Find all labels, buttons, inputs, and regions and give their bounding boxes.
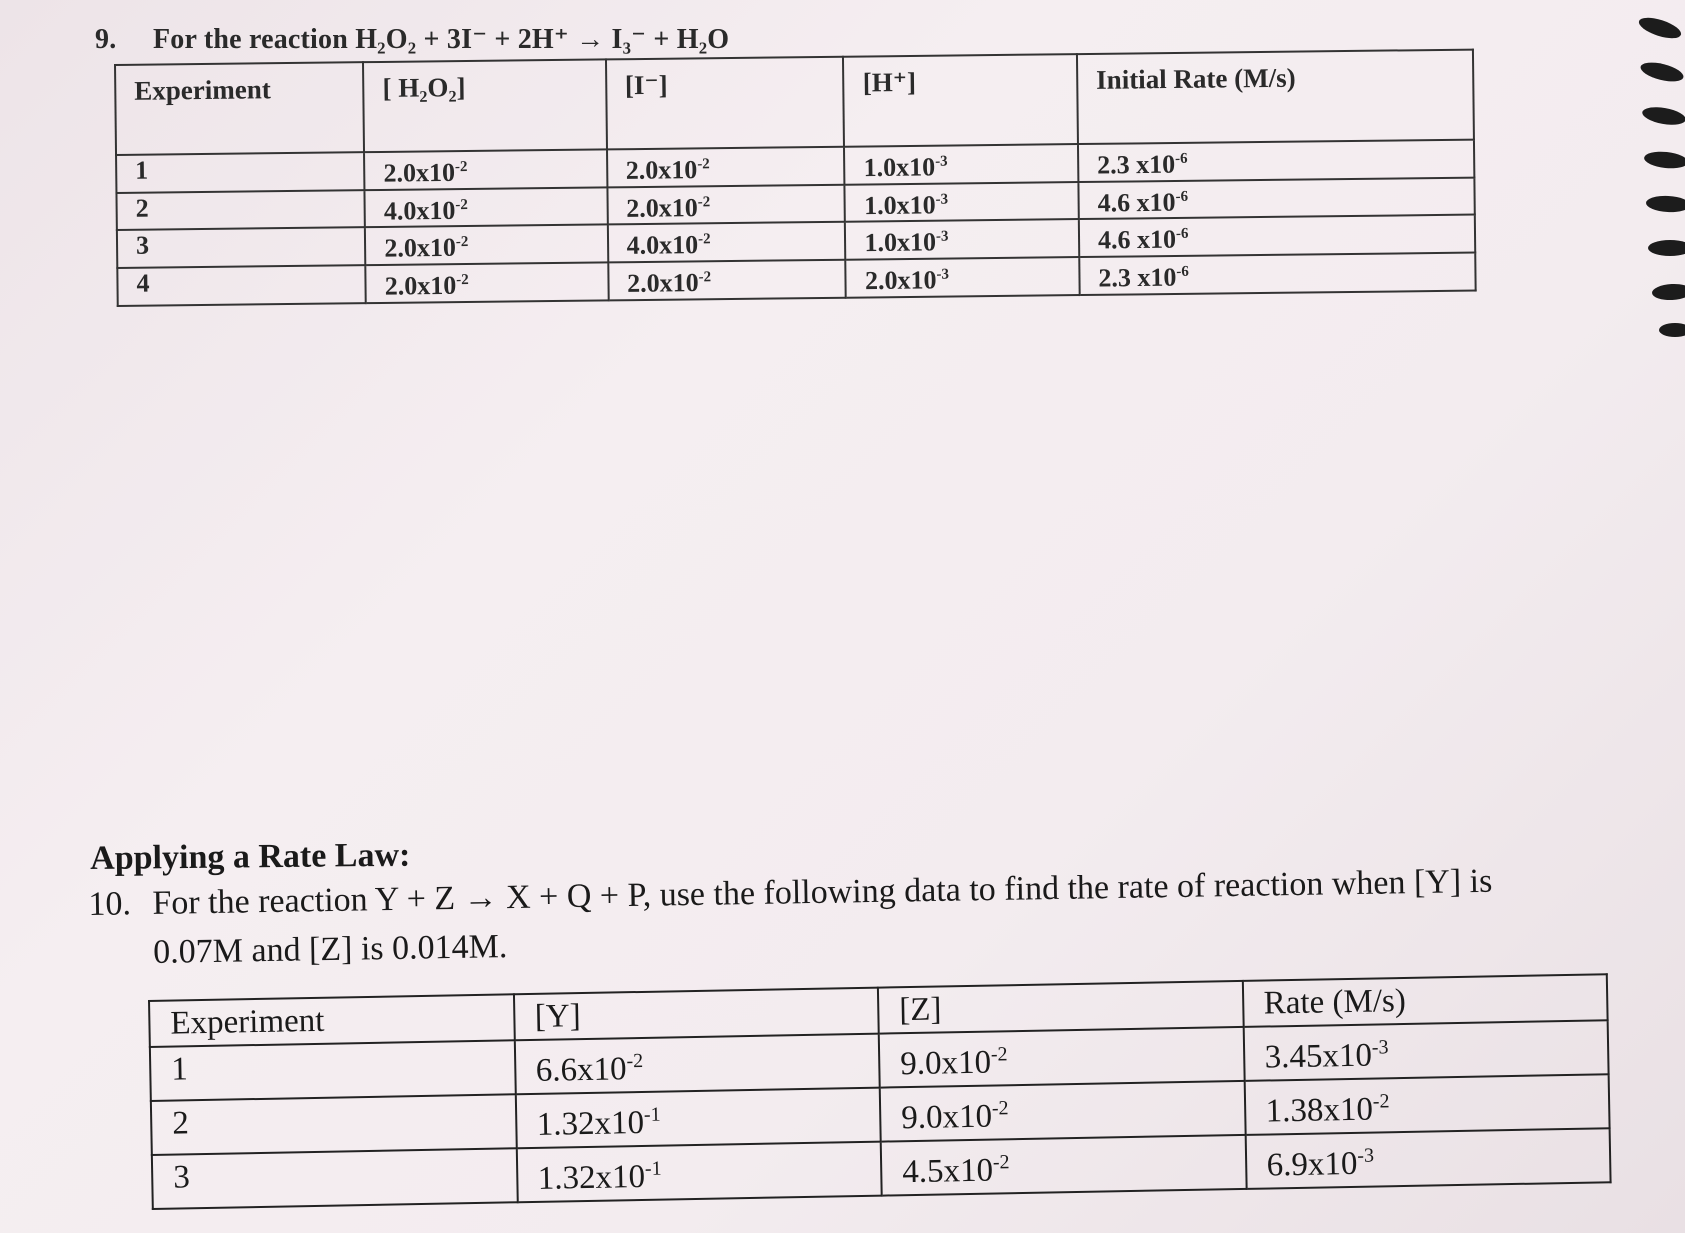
cell-experiment: 1 [150,1040,515,1101]
cell-rate: $1.38x10^{-2}$ [1244,1074,1609,1135]
cell-experiment: 4 [117,265,366,305]
cell-hydrogen-ion: $1.0x10^{-3}$ [845,182,1079,222]
cell-z: $9.0x10^{-2}$ [880,1081,1245,1142]
cell-iodide: $2.0x10^{-2}$ [607,147,845,187]
cell-experiment: 1 [116,152,365,192]
cell-y: $1.32x10^{-1}$ [515,1088,880,1149]
cell-h2o2: $2.0x10^{-2}$ [364,149,607,189]
cell-iodide: $4.0x10^{-2}$ [607,222,845,262]
header-hydrogen-ion: [H⁺] [843,54,1077,147]
cell-rate: $3.45x10^{-3}$ [1243,1020,1608,1081]
cell-hydrogen-ion: $1.0x10^{-3}$ [844,144,1078,184]
cell-experiment: 3 [152,1148,517,1209]
section-heading: Applying a Rate Law: [90,836,411,877]
cell-hydrogen-ion: $2.0x10^{-3}$ [846,257,1080,297]
cell-rate: $6.9x10^{-3}$ [1245,1128,1610,1189]
cell-iodide: $2.0x10^{-2}$ [608,260,846,300]
cell-y: $1.32x10^{-1}$ [516,1142,881,1203]
spiral-binding-icon [1615,0,1685,340]
cell-experiment: 2 [151,1094,516,1155]
cell-rate: 4.6 $x10^{-6}$ [1079,215,1475,257]
cell-y: $6.6x10^{-2}$ [514,1034,879,1095]
cell-experiment: 3 [117,227,366,267]
cell-hydrogen-ion: $1.0x10^{-3}$ [845,219,1079,259]
cell-rate: 2.3 $x10^{-6}$ [1079,253,1475,295]
header-iodide: [I⁻] [606,57,845,150]
table-header-row [115,50,1474,155]
cell-h2o2: $2.0x10^{-2}$ [366,262,609,302]
question-10-data-table [148,973,1612,1210]
cell-z: $9.0x10^{-2}$ [879,1027,1244,1088]
header-h2o2: [ H₂O₂] [363,59,606,152]
cell-iodide: $2.0x10^{-2}$ [607,184,845,224]
question-9-reaction: For the reaction H₂O₂ + 3I⁻ + 2H⁺ → I₃⁻ + H₂O [153,24,730,55]
question-9-prompt [95,22,729,56]
cell-h2o2: $2.0x10^{-2}$ [365,225,608,265]
header-experiment: Experiment [115,62,364,155]
cell-z: $4.5x10^{-2}$ [881,1135,1246,1196]
header-experiment: Experiment [149,994,514,1047]
question-10-number: 10. [88,885,132,923]
cell-rate: 4.6 $x10^{-6}$ [1078,177,1474,219]
question-10-line-1: 10. For the reaction Y + Z → X + Q + P, use the following data to find the rate of reaction when [Y] is [88,855,1609,929]
question-10-line-2: 0.07M and [Z] is 0.014M. [152,928,508,972]
header-initial-rate: Initial Rate (M/s) [1077,50,1474,144]
cell-rate: 2.3 $x10^{-6}$ [1078,140,1474,182]
header-z: [Z] [878,981,1243,1034]
question-9-data-table [114,49,1477,307]
cell-h2o2: $4.0x10^{-2}$ [365,187,608,227]
header-y: [Y] [513,988,878,1041]
question-9-number: 9. [95,24,117,55]
header-rate: Rate (M/s) [1242,974,1607,1027]
cell-experiment: 2 [116,190,365,230]
